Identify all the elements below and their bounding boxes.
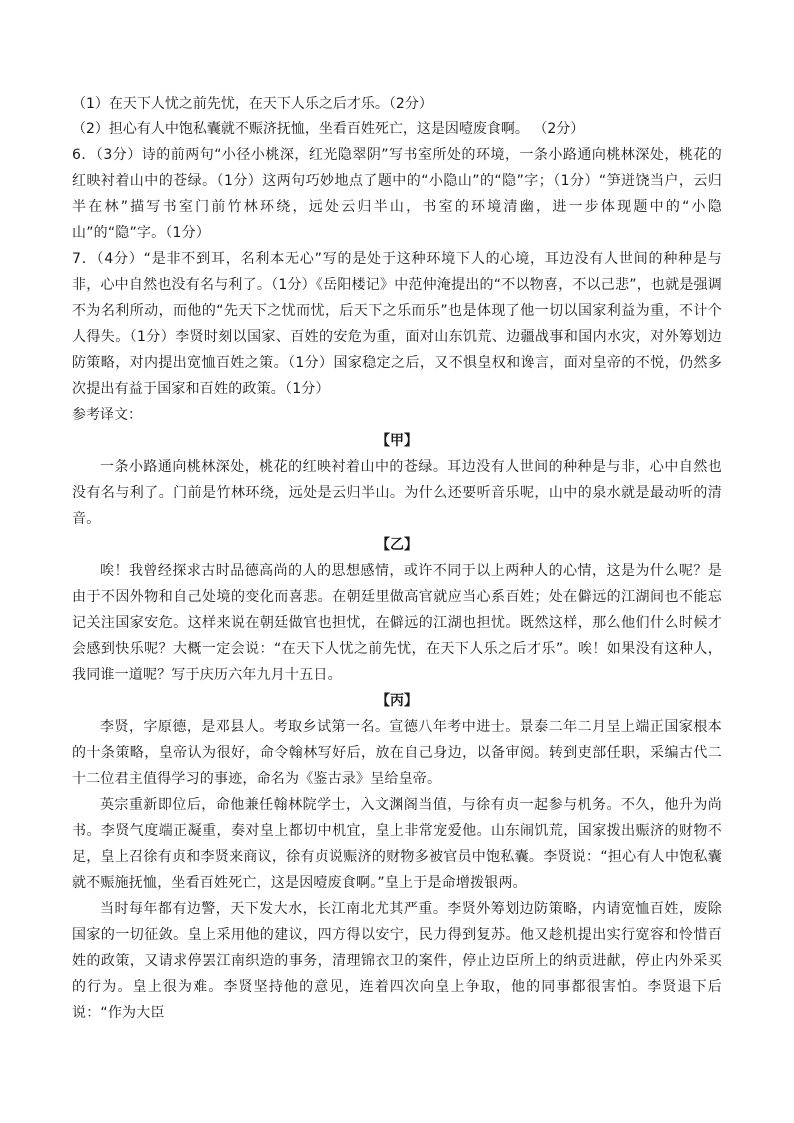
section-heading-yi: 【乙】 [376,537,418,553]
translation-jia-paragraph: 一条小路通向桃林深处，桃花的红映衬着山中的苍绿。耳边没有人世间的种种是与非，心中自然也没有名与利了。门前是竹林环绕，远处是云归半山。为什么还要听音乐呢，山中的泉水就是最动听的清音。 [72,459,722,527]
translation-label: 参考译文： [72,407,142,423]
translation-bing-paragraph-1: 李贤，字原德，是邓县人。考取乡试第一名。宣德八年考中进士。景泰二年二月呈上端正国家根本的十条策略，皇帝认为很好，命令翰林写好后，放在自己身边，以备审阅。转到吏部任职，采编古代二十二位君主值得学习的事迹，命名为《鉴古录》呈给皇帝。 [72,719,722,787]
answer-5-part-1: （1）在天下人忧之前先忧，在天下人乐之后才乐。（2分） [72,96,433,112]
translation-yi-paragraph: 唉！我曾经探求古时品德高尚的人的思想感情，或许不同于以上两种人的心情，这是为什么呢？是由于不因外物和自己处境的变化而喜悲。在朝廷里做高官就应当心系百姓；处在僻远的江湖间也不能忘记关注国家安危。这样来说在朝廷做官也担忧，在僻远的江湖也担忧。既然这样，那么他们什么时候才会感到快乐呢？大概一定会说：“在天下人忧之前先忧，在天下人乐之后才乐”。唉！如果没有这种人，我同谁一道呢？写于庆历六年九月十五日。 [72,563,722,683]
section-heading-bing: 【丙】 [376,693,418,709]
section-heading-jia: 【甲】 [376,433,418,449]
answer-5-part-2: （2）担心有人中饱私囊就不赈济抚恤，坐看百姓死亡，这是因噎废食啊。 （2分） [72,121,585,137]
translation-bing-paragraph-2: 英宗重新即位后，命他兼任翰林院学士，入文渊阁当值，与徐有贞一起参与机务。不久，他升为尚书。李贤气度端正凝重，奏对皇上都切中机宜，皇上非常宠爱他。山东闹饥荒，国家拨出赈济的财物不足，皇上召徐有贞和李贤来商议，徐有贞说赈济的财物多被官员中饱私囊。李贤说：“担心有人中饱私囊就不赈施抚恤，坐看百姓死亡，这是因噎废食啊。”皇上于是命增拨银两。 [72,797,722,891]
document-page [72,92,722,1026]
translation-bing-paragraph-3: 当时每年都有边警，天下发大水，长江南北尤其严重。李贤外筹划边防策略，内请宽恤百姓，废除国家的一切征敛。皇上采用他的建议，四方得以安宁，民力得到复苏。他又趁机提出实行宽容和怜惜百姓的政策，又请求停罢江南织造的事务，清理锦衣卫的案件，停止边臣所上的纳贡进献，停止内外采买的行为。皇上很为难。李贤坚持他的意见，连着四次向皇上争取，他的同事都很害怕。李贤退下后说：“作为大臣 [72,901,722,1021]
answer-7: 7．（4分）“是非不到耳，名利本无心”写的是处于这种环境下人的心境，耳边没有人世间的种种是与非，心中自然也没有名与利了。（1分）《岳阳楼记》中范仲淹提出的“不以物喜，不以己悲”，也就是强调不为名利所动，而他的“先天下之忧而忧，后天下之乐而乐”也是体现了他一切以国家利益为重，不计个人得失。（1分）李贤时刻以国家、百姓的安危为重，面对山东饥荒、边疆战事和国内水灾，对外筹划边防策略，对内提出宽恤百姓之策。（1分）国家稳定之后，又不惧皇权和谗言，面对皇帝的不悦，仍然多次提出有益于国家和百姓的政策。（1分） [72,251,722,397]
answer-6: 6．（3分）诗的前两句“小径小桃深，红光隐翠阴”写书室所处的环境，一条小路通向桃林深处，桃花的红映衬着山中的苍绿。（1分）这两句巧妙地点了题中的“小隐山”的“隐”字；（1分）“笋迸饶当户，云归半在林”描写书室门前竹林环绕，远处云归半山，书室的环境清幽，进一步体现题中的“小隐山”的“隐”字。（1分） [72,147,722,241]
